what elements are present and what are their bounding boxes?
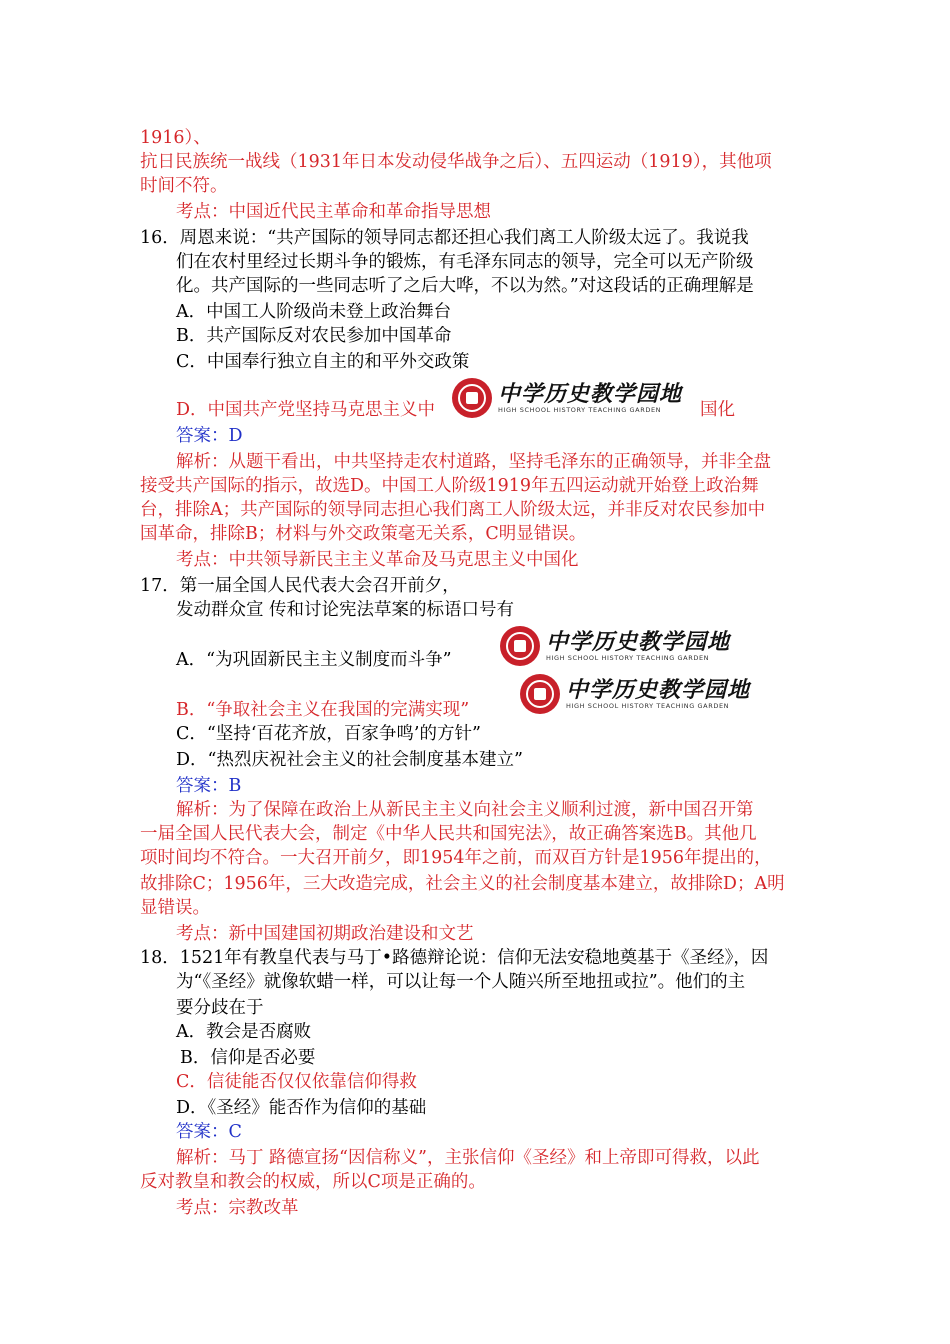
watermark-cn: 中学历史教学园地 — [566, 676, 751, 703]
text-line: 为“《圣经》就像软蜡一样，可以让每一个人随兴所至地扭或拉”。他们的主 — [176, 972, 746, 992]
watermark-logo — [452, 376, 682, 420]
seal-icon — [500, 626, 540, 666]
watermark-en: HIGH SCHOOL HISTORY TEACHING GARDEN — [498, 405, 662, 414]
seal-icon — [520, 674, 560, 714]
answer-line: 答案：B — [176, 776, 242, 796]
text-line: 时间不符。 — [140, 176, 228, 196]
option-d: D．《圣经》能否作为信仰的基础 — [176, 1098, 427, 1118]
option-c: C．信徒能否仅仅依靠信仰得救 — [176, 1072, 417, 1092]
text-line: 显错误。 — [140, 898, 210, 918]
text-line: 接受共产国际的指示，故选D。中国工人阶级1919年五四运动就开始登上政治舞 — [140, 476, 759, 496]
option-d: D．“热烈庆祝社会主义的社会制度基本建立” — [176, 750, 523, 770]
text-line: 抗日民族统一战线（1931年日本发动侵华战争之后）、五四运动（1919），其他项 — [140, 152, 772, 172]
analysis-line: 解析：从题干看出，中共坚持走农村道路，坚持毛泽东的正确领导，并非全盘 — [176, 452, 771, 472]
answer-line: 答案：D — [176, 426, 243, 446]
question-18: 18．1521年有教皇代表与马丁•路德辩论说：信仰无法安稳地奠基于《圣经》，因 — [140, 948, 769, 968]
option-a: A．教会是否腐败 — [176, 1022, 312, 1042]
text-line: 要分歧在于 — [176, 998, 264, 1018]
seal-icon — [452, 378, 492, 418]
option-b: B．信仰是否必要 — [180, 1048, 316, 1068]
watermark-en: HIGH SCHOOL HISTORY TEACHING GARDEN — [566, 701, 730, 710]
option-b: B．“争取社会主义在我国的完满实现” — [176, 700, 470, 720]
answer-line: 答案：C — [176, 1122, 242, 1142]
watermark-logo — [520, 672, 750, 716]
text-line: 国革命，排除B；材料与外交政策毫无关系，C明显错误。 — [140, 524, 587, 544]
topic-line: 考点：中共领导新民主主义革命及马克思主义中国化 — [176, 550, 579, 570]
watermark-cn: 中学历史教学园地 — [546, 628, 731, 655]
option-b: B．共产国际反对农民参加中国革命 — [176, 326, 452, 346]
option-c: C．“坚持‘百花齐放，百家争鸣’的方针” — [176, 724, 481, 744]
option-d-tail: 国化 — [700, 400, 735, 420]
question-17: 17．第一届全国人民代表大会召开前夕， — [140, 576, 460, 596]
text-line: 1916）、 — [140, 128, 211, 148]
text-line: 台，排除A；共产国际的领导同志担心我们离工人阶级太远，并非反对农民参加中 — [140, 500, 766, 520]
topic-line: 考点：中国近代民主革命和革命指导思想 — [176, 202, 491, 222]
watermark-logo — [500, 624, 730, 668]
text-line: 们在农村里经过长期斗争的锻炼，有毛泽东同志的领导，完全可以无产阶级 — [176, 252, 754, 272]
text-line: 项时间均不符合。一大召开前夕，即1954年之前，而双百方针是1956年提出的， — [140, 848, 772, 868]
topic-line: 考点：宗教改革 — [176, 1198, 299, 1218]
text-line: 一届全国人民代表大会，制定《中华人民共和国宪法》，故正确答案选B。其他几 — [140, 824, 757, 844]
text-line: 发动群众宣 传和讨论宪法草案的标语口号有 — [176, 600, 515, 620]
analysis-line: 解析：马丁 路德宣扬“因信称义”，主张信仰《圣经》和上帝即可得救，以此 — [176, 1148, 760, 1168]
option-c: C．中国奉行独立自主的和平外交政策 — [176, 352, 470, 372]
watermark-en: HIGH SCHOOL HISTORY TEACHING GARDEN — [546, 653, 710, 662]
question-16: 16．周恩来说：“共产国际的领导同志都还担心我们离工人阶级太远了。我说我 — [140, 228, 749, 248]
topic-line: 考点：新中国建国初期政治建设和文艺 — [176, 924, 474, 944]
text-line: 反对教皇和教会的权威，所以C项是正确的。 — [140, 1172, 486, 1192]
analysis-line: 解析：为了保障在政治上从新民主主义向社会主义顺利过渡，新中国召开第 — [176, 800, 754, 820]
option-d: D．中国共产党坚持马克思主义中 — [176, 400, 436, 420]
watermark-cn: 中学历史教学园地 — [498, 380, 683, 407]
text-line: 化。共产国际的一些同志听了之后大哗，不以为然。”对这段话的正确理解是 — [176, 276, 754, 296]
option-a: A．“为巩固新民主主义制度而斗争” — [176, 650, 452, 670]
option-a: A．中国工人阶级尚未登上政治舞台 — [176, 302, 452, 322]
text-line: 故排除C；1956年，三大改造完成，社会主义的社会制度基本建立，故排除D；A明 — [140, 874, 785, 894]
